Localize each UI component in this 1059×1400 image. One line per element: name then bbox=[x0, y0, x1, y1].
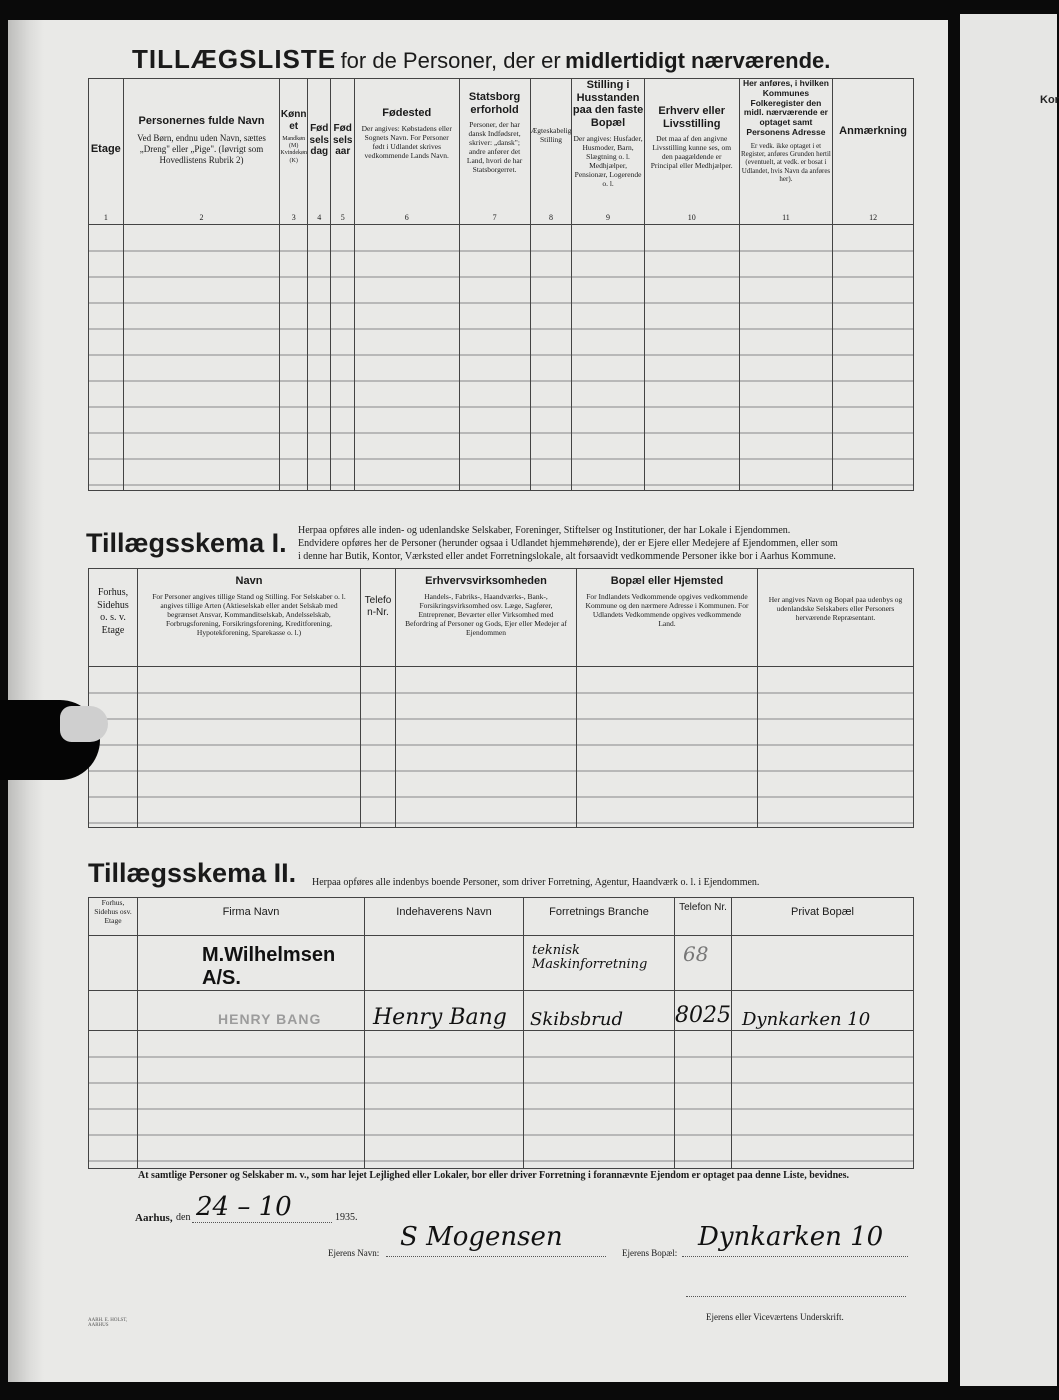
skema2-row2-etage bbox=[89, 991, 138, 1031]
skema2-row2-bopael: Dynkarken 10 bbox=[732, 991, 914, 1031]
adjacent-page-text: Kor bbox=[1040, 94, 1059, 106]
scanner-thumb-nail bbox=[60, 706, 108, 742]
skema1-desc-line3: i denne har Butik, Kontor, Værksted eller andet Forretningslokale, alt forsaavidt vedkommende Personer ikke bor i Aarhus Kommune. bbox=[298, 551, 836, 562]
skema2-row-2 bbox=[89, 991, 914, 1031]
skema2-row2-telefon: 8025 bbox=[675, 991, 732, 1031]
skema2-row2-indehaver: Henry Bang bbox=[365, 991, 524, 1031]
col-anmaerkning: Anmærkning 12 bbox=[833, 79, 914, 225]
skema1-col-repraesentant: Her angives Navn og Bopæl paa udenbys og udenlandske Selskabers eller Personers herværende Repræsentant. bbox=[758, 569, 914, 667]
year-label: 1935. bbox=[335, 1212, 358, 1223]
col-navn: Personernes fulde Navn Ved Børn, endnu uden Navn, sættes „Dreng" eller „Pige". (Iøvrigt som Hovedlistens Rubrik 2) 2 bbox=[123, 79, 280, 225]
signature-line bbox=[686, 1296, 906, 1297]
skema2-table bbox=[88, 897, 914, 1169]
place-label: Aarhus, bbox=[135, 1212, 173, 1224]
col-erhverv: Erhverv eller Livsstilling Det maa af den angivne Livsstilling kunne ses, om den paagældende er Principal eller Medhjælper. 10 bbox=[644, 79, 739, 225]
skema1-col-navn: Navn For Personer angives tillige Stand og Stilling. For Selskaber o. l. angives tillige Arten (Aktieselskab eller andet Selskab med begrænset Ansvar, Kommanditselskab, Andelsselskab, Forbrugsforening, Forsikringsforening, Kreditforening, Hypotekforening, Sparekasse o. l.) bbox=[138, 569, 361, 667]
owner-name-label: Ejerens Navn: bbox=[328, 1248, 380, 1258]
page-title bbox=[132, 44, 830, 75]
skema2-row2-firma: HENRY BANG bbox=[138, 991, 365, 1031]
owner-name-line bbox=[386, 1256, 606, 1257]
skema1-body bbox=[89, 667, 914, 828]
skema2-header-row bbox=[89, 898, 914, 936]
skema2-row1-bopael bbox=[732, 936, 914, 991]
skema2-row1-firma: M.Wilhelmsen A/S. bbox=[138, 936, 365, 991]
skema2-row1-etage bbox=[89, 936, 138, 991]
date-handwritten: 24 – 10 bbox=[196, 1192, 292, 1222]
skema2-col-etage: Forhus, Sidehus osv. Etage bbox=[89, 898, 138, 936]
col-folkeregister: Her anføres, i hvilken Kommunes Folkeregister den midl. nærværende er optaget samt Personens Adresse Er vedk. ikke optaget i et Register, anføres Grunden hertil (eventuelt, at vedk. er bosat i Udlandet, hvis Navn da anføres her). 11 bbox=[739, 79, 832, 225]
printer-mark: AARH. E. HOLST, AARHUS bbox=[88, 1318, 128, 1328]
skema2-title: Tillægsskema II. bbox=[88, 858, 297, 888]
col-aegteskab: Ægteskabelig Stilling 8 bbox=[530, 79, 572, 225]
skema2-col-firma: Firma Navn bbox=[138, 898, 365, 936]
skema2-row1-telefon: 68 bbox=[675, 936, 732, 991]
owner-address-label: Ejerens Bopæl: bbox=[622, 1248, 678, 1258]
adjacent-page bbox=[960, 14, 1057, 1386]
skema2-col-bopael: Privat Bopæl bbox=[732, 898, 914, 936]
skema1-col-telefon: Telefon-Nr. bbox=[361, 569, 396, 667]
skema2-col-branche: Forretnings Branche bbox=[524, 898, 675, 936]
skema2-description: Herpaa opføres alle indenbys boende Personer, som driver Forretning, Agentur, Haandværk o. l. i Ejendommen. bbox=[312, 877, 760, 888]
owner-name-handwritten: S Mogensen bbox=[400, 1222, 563, 1252]
skema2-col-indehaver: Indehaverens Navn bbox=[365, 898, 524, 936]
skema1-header-row bbox=[89, 569, 914, 667]
col-foedselsdag: Fødselsdag 4 bbox=[308, 79, 331, 225]
skema1-col-etage: Forhus, Sidehus o. s. v. Etage bbox=[89, 569, 138, 667]
tillaegsliste-table bbox=[88, 78, 914, 491]
skema1-desc-line1: Herpaa opføres alle inden- og udenlandske Selskaber, Foreninger, Stiftelser og Institutioner, der har Lokale i Ejendommen. bbox=[298, 525, 791, 536]
owner-address-handwritten: Dynkarken 10 bbox=[698, 1222, 884, 1252]
skema2-body bbox=[89, 1031, 914, 1169]
title-bold-2: midlertidigt nærværende. bbox=[565, 48, 831, 73]
skema1-desc-line2: Endvidere opføres her de Personer (herunder ogsaa i Udlandet hjemmehørende), der er Ejere eller Medejere af Ejendommen, eller som bbox=[298, 538, 838, 549]
skema2-row1-indehaver bbox=[365, 936, 524, 991]
owner-address-line bbox=[682, 1256, 908, 1257]
col-foedested: Fødested Der angives: Købstadens eller Sognets Navn. For Personer født i Udlandet skrives vedkommende Lands Navn. 6 bbox=[354, 79, 459, 225]
skema1-table bbox=[88, 568, 914, 828]
title-bold: TILLÆGSLISTE bbox=[132, 44, 337, 74]
col-statsborger: Statsborgerforhold Personer, der har dansk Indfødsret, skriver: „dansk"; andre anfører det Land, hvori de har Statsborgerret. 7 bbox=[459, 79, 530, 225]
tillaegsliste-body bbox=[89, 225, 914, 491]
signature-caption: Ejerens eller Viceværtens Underskrift. bbox=[706, 1312, 844, 1322]
date-line bbox=[192, 1222, 332, 1223]
skema2-col-telefon: Telefon Nr. bbox=[675, 898, 732, 936]
skema2-row2-branche: Skibsbrud bbox=[524, 991, 675, 1031]
title-text: for de Personer, der er bbox=[340, 48, 561, 73]
col-foedselsaar: Fødselsaar 5 bbox=[331, 79, 354, 225]
den-label: den bbox=[176, 1212, 191, 1223]
col-koennet: Kønnet Mandkøn (M) Kvindekøn (K) 3 bbox=[280, 79, 308, 225]
skema1-title: Tillægsskema I. bbox=[86, 528, 287, 558]
skema1-col-erhverv: Erhvervsvirksomheden Handels-, Fabriks-, Haandværks-, Bank-, Forsikringsvirksomhed osv. Læge, Sagfører, Entreprenør, Beværter eller Virksomhed med Befordring af Personer og Gods, Ejer eller Medejer af Ejendommen bbox=[396, 569, 577, 667]
skema2-row1-branche: teknisk Maskinforretning bbox=[524, 936, 675, 991]
col-stilling-husstand: Stilling i Husstanden paa den faste Bopæl Der angives: Husfader, Husmoder, Barn, Slægtning o. l. Medhjælper, Pensionær, Logerende o. l. 9 bbox=[572, 79, 644, 225]
skema1-description bbox=[298, 524, 918, 563]
declaration-text: At samtlige Personer og Selskaber m. v., som har lejet Lejlighed eller Lokaler, bor eller driver Forretning i forannævnte Ejendom er optaget paa denne Liste, bevidnes. bbox=[138, 1170, 849, 1181]
tillaegsliste-header-row bbox=[89, 79, 914, 225]
skema1-col-bopael: Bopæl eller Hjemsted For Indlandets Vedkommende opgives vedkommende Kommune og den nærmere Adresse i Kommunen. For Udlandets Vedkommende opgives vedkommende Land. bbox=[577, 569, 758, 667]
skema2-row-1 bbox=[89, 936, 914, 991]
col-etage: Etage 1 bbox=[89, 79, 124, 225]
